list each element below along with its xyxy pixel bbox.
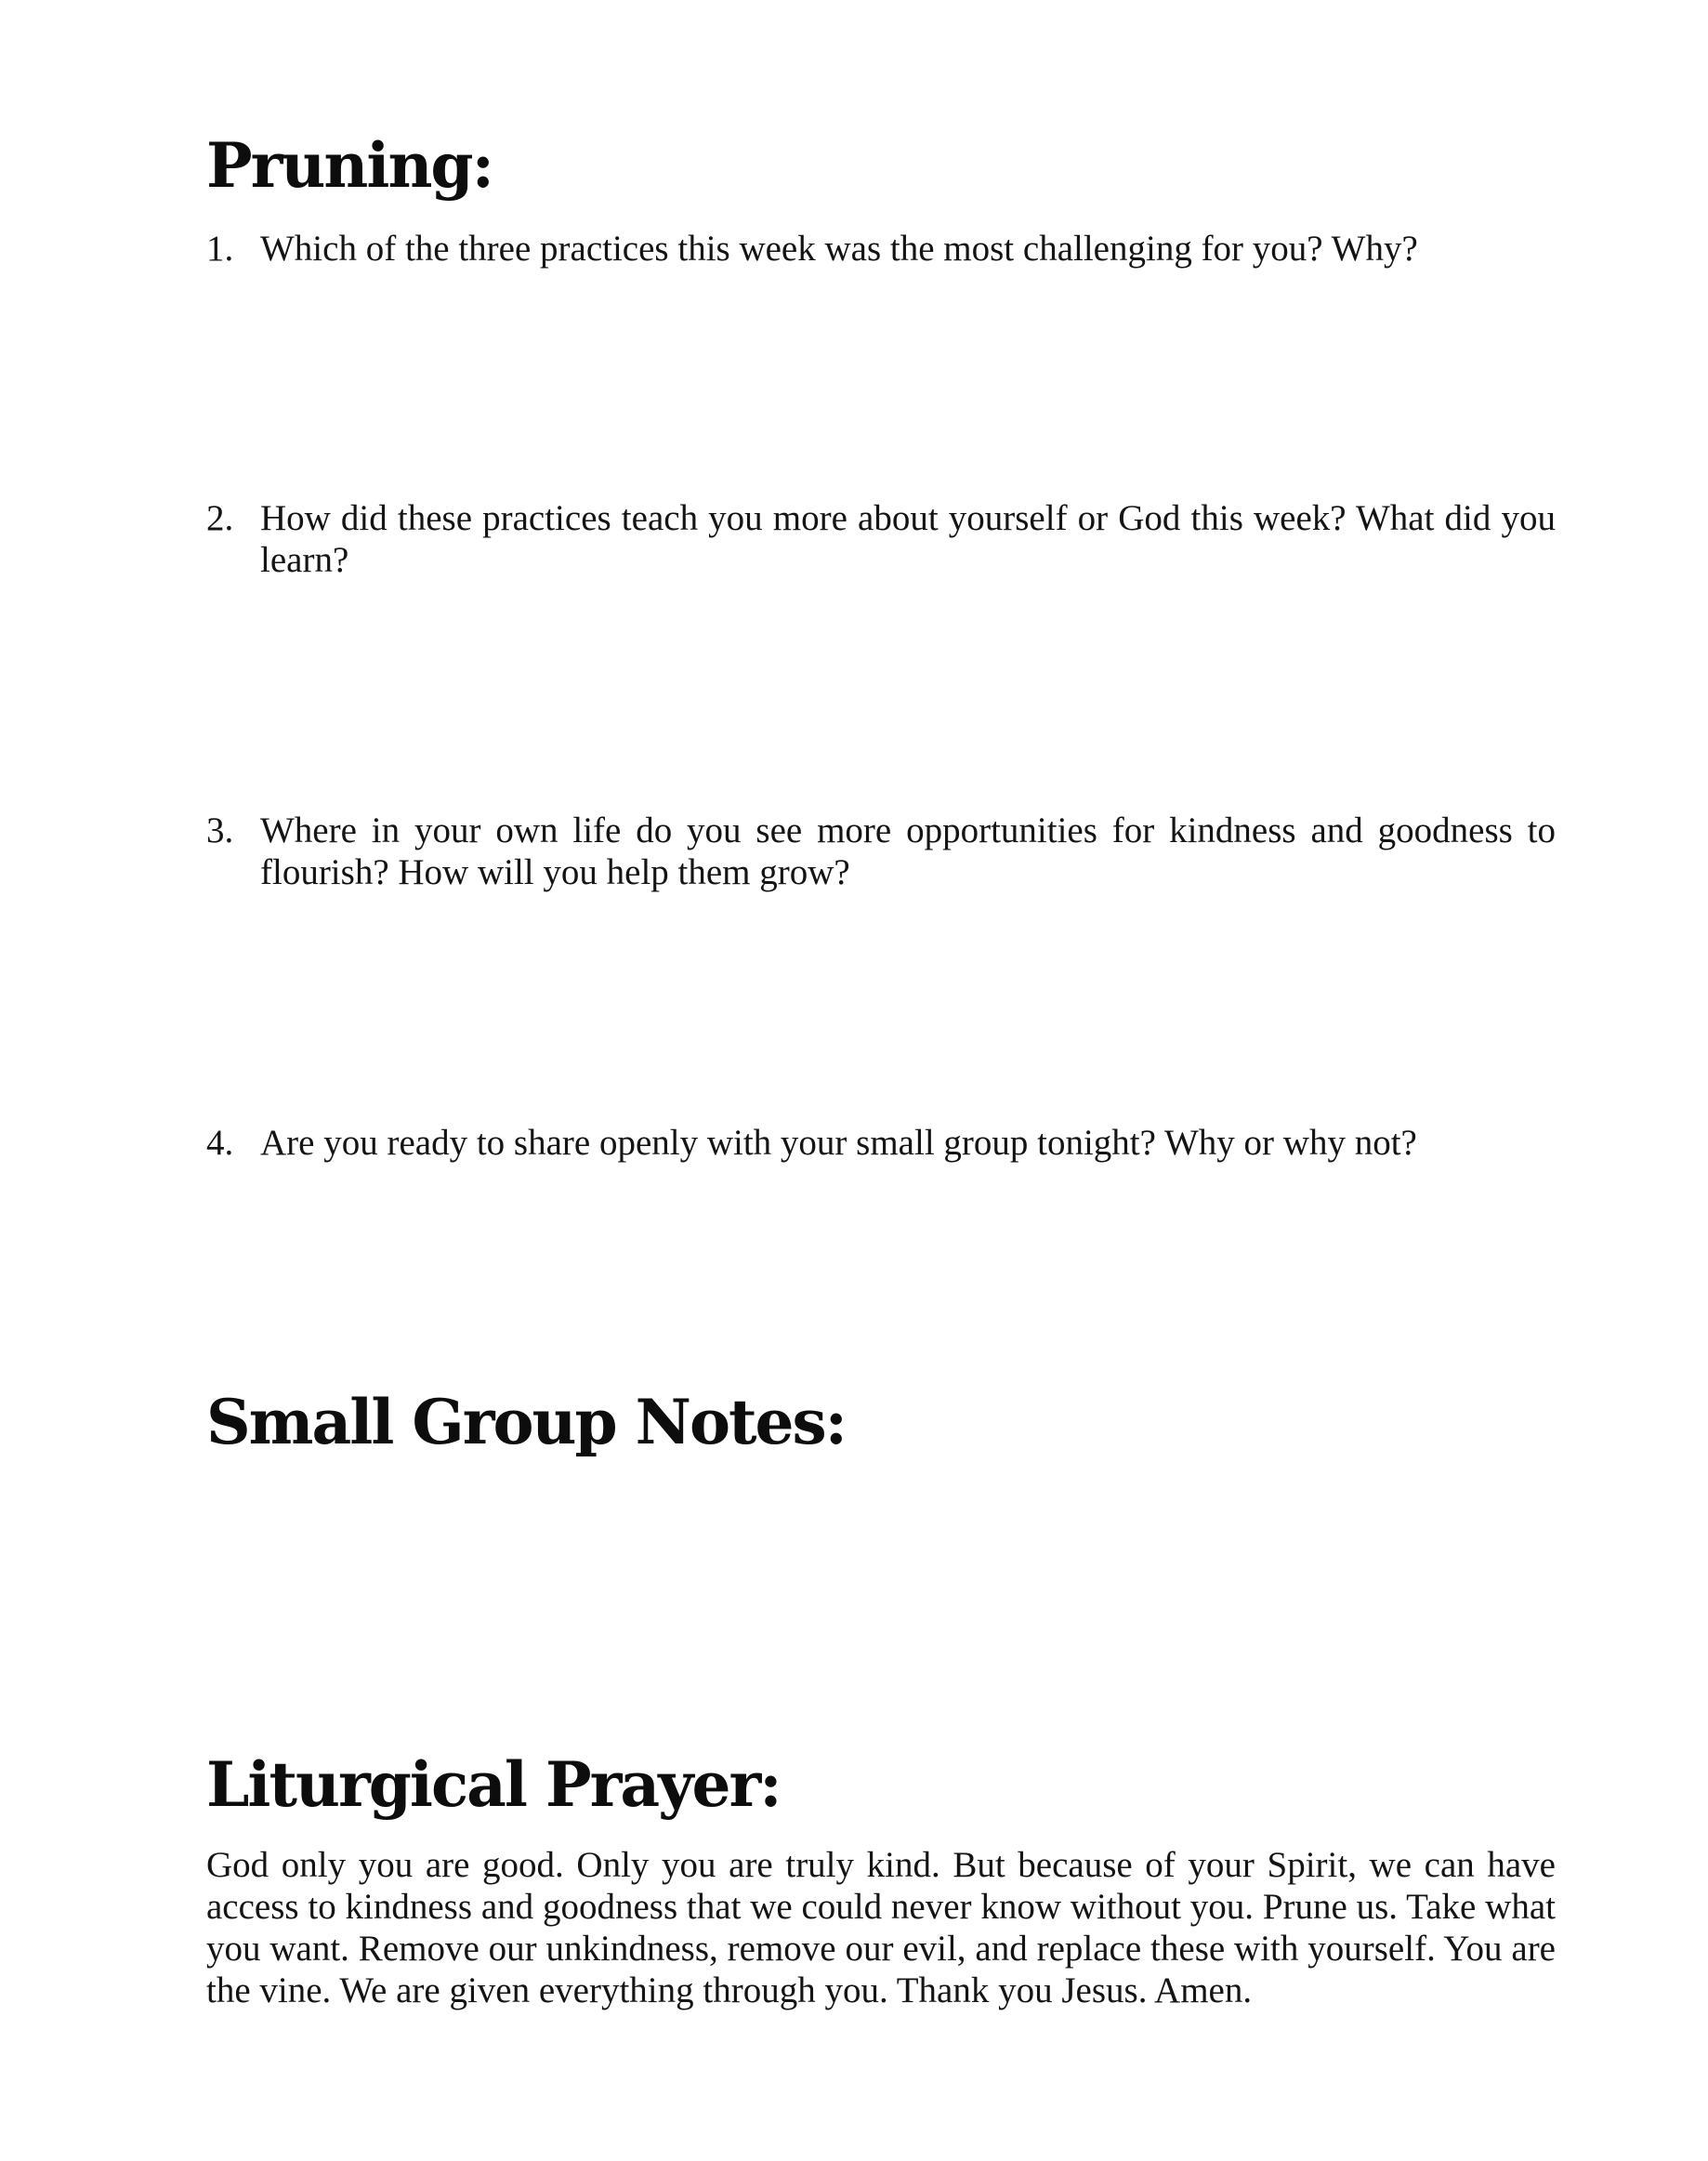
pruning-heading: Pruning: [206,129,493,202]
question-number: 2. [206,498,234,538]
pruning-question-1 [206,228,1556,270]
question-number: 4. [206,1123,234,1163]
pruning-question-3 [206,810,1556,893]
question-text: Where in your own life do you see more opportunities for kindness and goodness to flourish? How will you help them grow? [260,810,1556,892]
question-text: Are you ready to share openly with your small group tonight? Why or why not? [260,1123,1417,1163]
pruning-question-2 [206,497,1556,581]
question-text: How did these practices teach you more about yourself or God this week? What did you learn? [260,498,1556,580]
question-text: Which of the three practices this week was the most challenging for you? Why? [260,229,1418,269]
question-number: 3. [206,810,234,850]
pruning-question-4 [206,1122,1556,1164]
liturgical-prayer-text: God only you are good. Only you are truly kind. But because of your Spirit, we can have access to kindness and goodness that we could never know without you. Prune us. Take what you want. Remove our unkindness, remove our evil, and replace these with yourself. You are the vine. We are given everything through you. Thank you Jesus. Amen. [206,1845,1556,2010]
question-number: 1. [206,229,234,269]
liturgical-prayer-heading: Liturgical Prayer: [206,1748,781,1821]
small-group-notes-heading: Small Group Notes: [206,1386,847,1458]
